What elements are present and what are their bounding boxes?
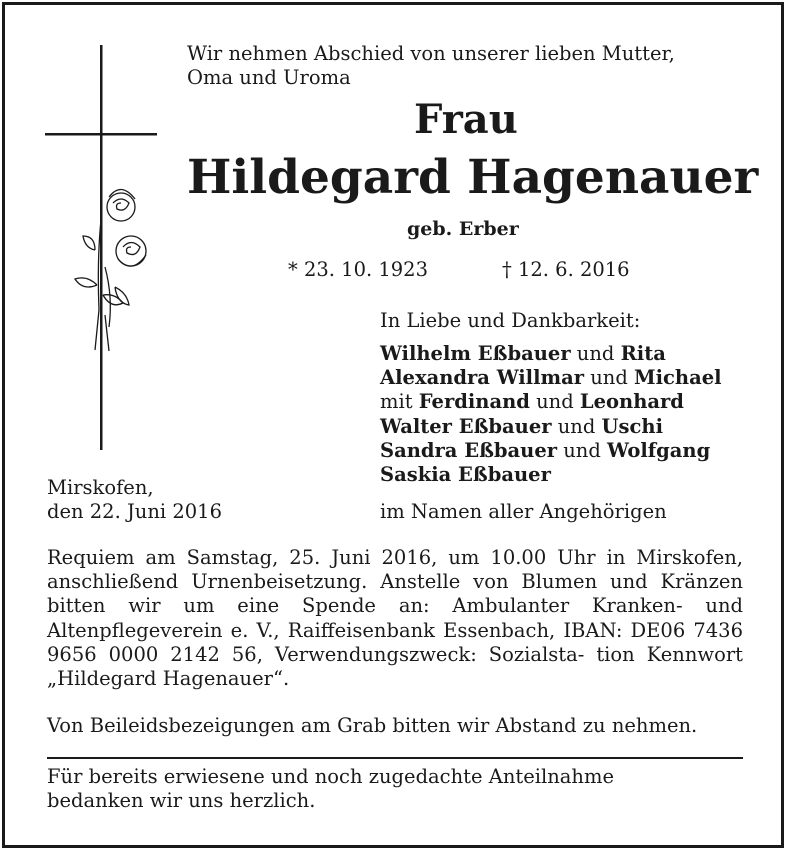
family-line: Wilhelm Eßbauer und Rita <box>380 342 666 365</box>
death-date: † 12. 6. 2016 <box>502 258 630 281</box>
thanks-line: bedanken wir uns herzlich. <box>47 789 316 813</box>
family-line: Walter Eßbauer und Uschi <box>380 414 663 438</box>
family-list <box>380 342 722 487</box>
family-line: Saskia Eßbauer <box>380 463 551 487</box>
cross-with-roses-icon <box>45 45 165 455</box>
family-line: mit Ferdinand und Leonhard <box>380 390 684 414</box>
notice-date: den 22. Juni 2016 <box>47 500 222 523</box>
relatives-note: im Namen aller Angehörigen <box>380 500 667 523</box>
condolence-note: Von Beileidsbezeigungen am Grab bitten wir Abstand zu nehmen. <box>47 714 698 737</box>
birth-date: * 23. 10. 1923 <box>288 258 428 281</box>
thanks-line: Für bereits erwiesene und noch zugedachte Anteilnahme <box>47 765 615 788</box>
intro-text <box>187 42 675 90</box>
intro-line: Wir nehmen Abschied von unserer lieben Mutter, <box>187 42 675 65</box>
requiem-paragraph: Requiem am Samstag, 25. Juni 2016, um 10.00 Uhr in Mirskofen, anschließend Urnenbeisetzung. Anstelle von Blumen und Kränzen bitten wir um eine Spende an: Ambulanter Kranken- und Altenpflegeverein e. V., Raiffeisenbank Essenbach, IBAN: DE06 7436 9656 0000 2142 56, Verwendungszweck: Sozialsta- tion Kennwort „Hildegard Hagenauer“. <box>47 546 743 691</box>
gratitude-heading: In Liebe und Dankbarkeit: <box>380 309 641 332</box>
family-line: Sandra Eßbauer und Wolfgang <box>380 438 711 462</box>
intro-line: Oma und Uroma <box>187 66 351 89</box>
family-line: Alexandra Willmar und Michael <box>380 366 722 390</box>
thanks-text <box>47 765 747 813</box>
deceased-name: Hildegard Hagenauer <box>187 150 759 205</box>
maiden-name: geb. Erber <box>407 218 519 240</box>
salutation: Frau <box>414 96 518 143</box>
place: Mirskofen, <box>47 476 154 499</box>
divider <box>47 757 743 759</box>
